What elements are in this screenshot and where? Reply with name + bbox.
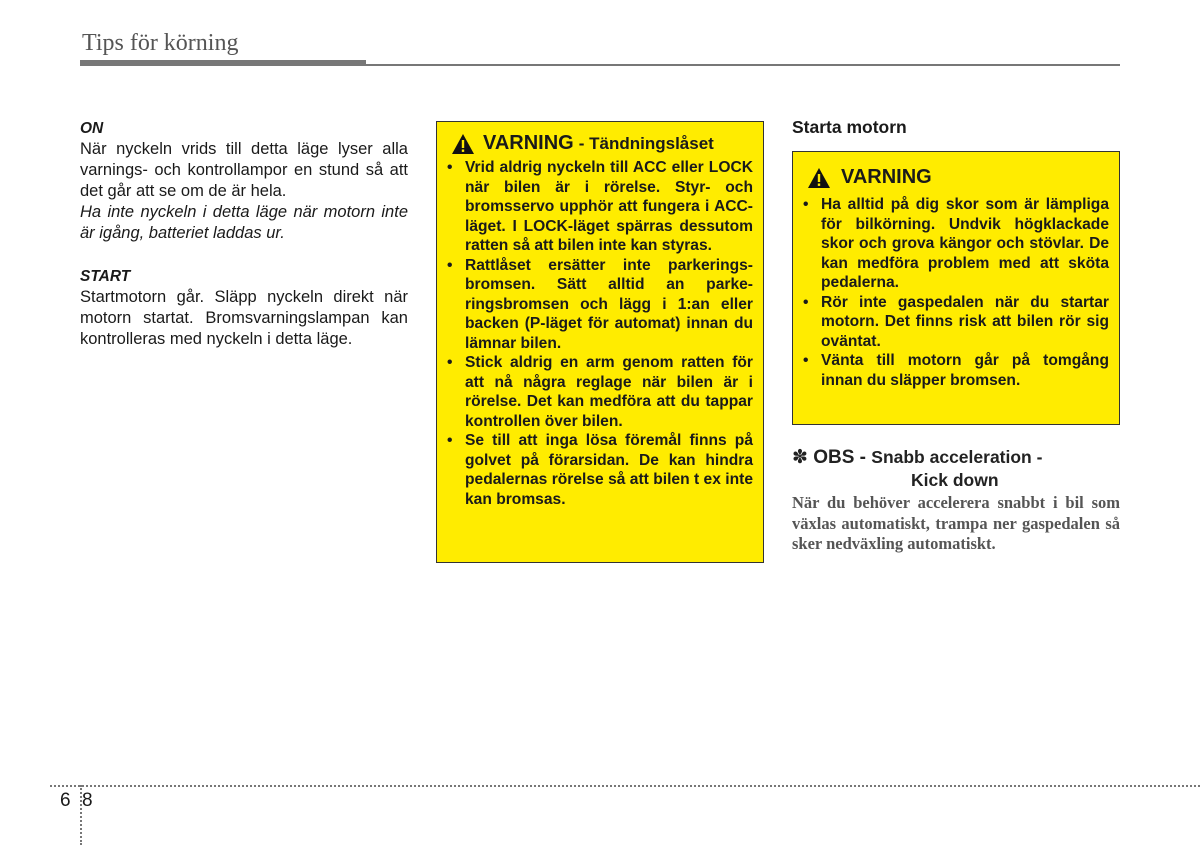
list-item: • Ha alltid på dig skor som är lämpliga för bilkörning. Undvik högklackade skor och grova kängor och stövlar. De kan medföra problem med att sköta pedalerna. [803, 196, 1109, 291]
page-index: 8 [82, 790, 93, 811]
left-column [80, 118, 408, 350]
page-number [60, 790, 104, 812]
on-text: När nyckeln vrids till detta läge lyser alla varnings- och kontrollampor en stund så att det går att se om de är hela. [80, 140, 408, 200]
warning-list [437, 158, 753, 509]
header-rule-thin [80, 64, 1120, 66]
warning-list [793, 195, 1109, 390]
warning-subtitle: - Tändningslåset [578, 133, 714, 153]
warning-label: VARNING [841, 166, 932, 188]
warning-title [807, 166, 1109, 189]
on-note: Ha inte nyckeln i detta läge när motorn inte är igång, batteriet laddas ur. [80, 203, 408, 242]
list-item: • Se till att inga lösa föremål finns på golvet på förarsidan. De kan hindra pedalernas rörelse så att bilen t ex inte kan bromsas. [447, 432, 753, 508]
warning-box-ignition [436, 121, 764, 563]
footer-rule [50, 785, 1200, 787]
list-item: • Stick aldrig en arm genom ratten för att nå några reglage när bilen är i rörelse. Det kan medföra att du tappar kontrollen över bilen. [447, 354, 753, 430]
warning-title [451, 132, 753, 155]
warning-label: VARNING [483, 132, 574, 154]
warning-box-start [792, 151, 1120, 425]
obs-text: När du behöver accelerera snabbt i bil som växlas automatiskt, trampa ner gaspedalen så sker nedväxling automatiskt. [792, 493, 1120, 553]
list-item: • Rör inte gaspedalen när du startar motorn. Det finns risk att bilen rör sig oväntat. [803, 293, 1109, 350]
chapter-number: 6 [60, 790, 71, 811]
warning-triangle-icon [451, 133, 475, 155]
on-heading: ON [80, 120, 104, 137]
obs-heading [792, 446, 1122, 491]
page-header-title: Tips för körning [82, 30, 239, 56]
warning-triangle-icon [807, 167, 831, 189]
start-text: Startmotorn går. Släpp nyckeln direkt när motorn startat. Bromsvarningslampan kan kontrolleras med nyckeln i detta läge. [80, 288, 408, 348]
obs-title: Snabb acceleration - [871, 447, 1043, 467]
list-item: • Vänta till motorn går på tomgång innan du släpper bromsen. [803, 352, 1109, 389]
start-heading: START [80, 268, 131, 285]
list-item: • Rattlåset ersätter inte parkerings-bromsen. Sätt alltid an parke-ringsbromsen och lägg i 1:an eller backen (P-läget för automat) innan du lämnar bilen. [447, 256, 753, 352]
obs-label: OBS - [813, 447, 866, 468]
section-heading: Starta motorn [792, 117, 907, 137]
list-item: • Vrid aldrig nyckeln till ACC eller LOCK när bilen är i rörelse. Styr- och bromsservo upphör att fungera i ACC-läget. I LOCK-läget spärras dessutom ratten så att bilen inte kan styras. [447, 159, 753, 254]
obs-title-cont: Kick down [911, 470, 999, 490]
asterisk-icon: ✽ [792, 447, 808, 468]
